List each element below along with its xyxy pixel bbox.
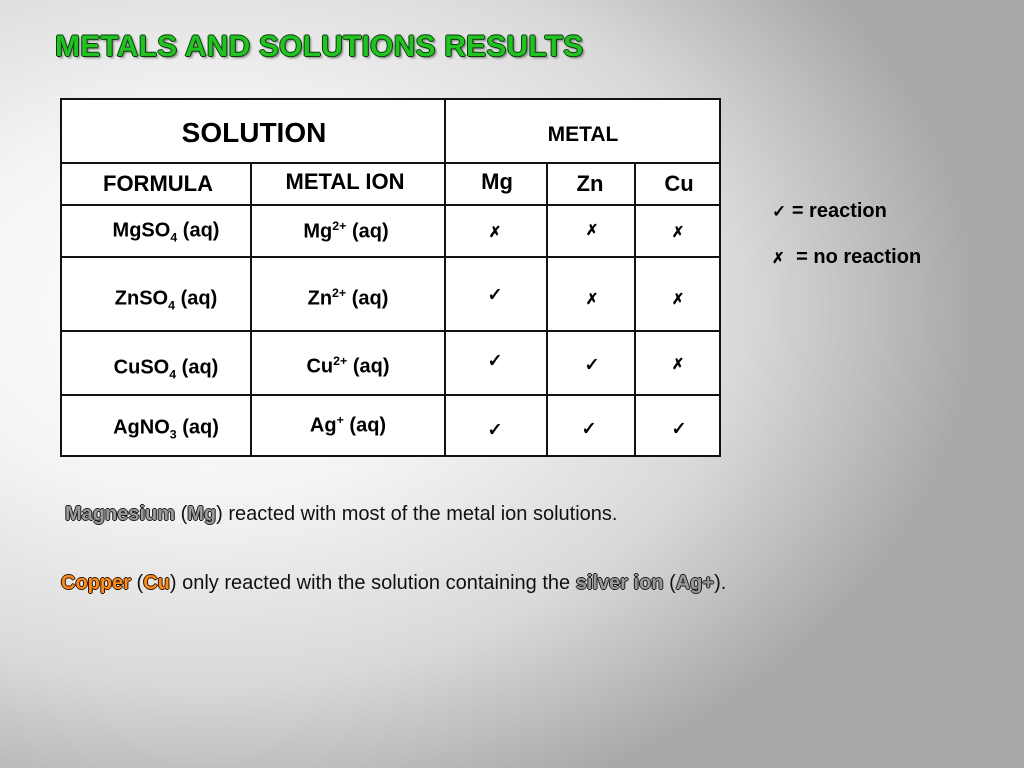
table-divider-row1 (62, 256, 719, 258)
result-agno3-zn: ✓ (581, 418, 597, 439)
caption-magnesium-rest: ) reacted with most of the metal ion solutions. (216, 503, 618, 525)
row-ion-zn: $Zn^{2+}$ (aq) (307, 285, 389, 310)
caption-silver-symbol: Ag+ (675, 572, 715, 594)
caption-copper-word: Copper (61, 572, 131, 594)
check-icon: ✓ (772, 202, 787, 221)
legend-no-reaction (772, 246, 921, 269)
row-ion-cu: $Cu^{2+}$ (aq) (306, 353, 390, 378)
caption-copper-paren2: ( (663, 572, 676, 594)
result-agno3-cu: ✓ (671, 418, 687, 439)
result-cuso4-zn: ✓ (584, 354, 600, 375)
table-divider-zn-cu (634, 162, 636, 455)
legend-no-reaction-label: = no reaction (796, 246, 922, 268)
result-mgso4-cu: ✗ (671, 224, 685, 241)
row-formula-agno3: AgNO$_3$ (aq) (113, 416, 219, 442)
header-formula: FORMULA (103, 171, 213, 196)
header-metal-mg: Mg (481, 169, 513, 194)
result-znso4-zn: ✗ (585, 291, 599, 308)
table-divider-mg-zn (546, 162, 548, 455)
table-divider-formula-ion (250, 162, 252, 455)
row-ion-mg: $Mg^{2+}$ (aq) (303, 218, 389, 243)
caption-silver-ion: silver ion (575, 572, 664, 594)
result-cuso4-mg: ✓ (487, 350, 503, 371)
caption-copper-symbol: Cu (143, 572, 170, 594)
result-znso4-mg: ✓ (487, 284, 503, 305)
table-divider-header (62, 162, 719, 164)
caption-copper (61, 572, 726, 595)
table-divider-row3 (62, 394, 719, 396)
header-metal-ion: METAL ION (285, 169, 405, 194)
row-ion-ag: Ag+ (aq) (309, 412, 387, 437)
row-formula-znso4: ZnSO$_4$ (aq) (114, 287, 218, 313)
header-metal-zn: Zn (576, 171, 604, 196)
row-formula-cuso4: CuSO$_4$ (aq) (113, 356, 219, 382)
caption-copper-paren: ( (131, 572, 144, 594)
header-solution: SOLUTION (181, 117, 327, 148)
result-mgso4-mg: ✗ (488, 224, 502, 241)
legend-reaction-label: = reaction (791, 200, 887, 222)
table-divider-solution-metal (444, 100, 446, 455)
result-znso4-cu: ✗ (671, 291, 685, 308)
caption-magnesium-word: Magnesium (65, 503, 176, 525)
slide-title: METALS AND SOLUTIONS RESULTS (55, 30, 584, 63)
caption-magnesium (65, 503, 617, 526)
caption-copper-end: ). (714, 572, 727, 594)
result-mgso4-zn: ✗ (585, 222, 599, 239)
caption-magnesium-paren: ( (175, 503, 188, 525)
result-cuso4-cu: ✗ (671, 356, 685, 373)
legend-reaction (772, 200, 887, 223)
results-table (60, 98, 721, 457)
result-agno3-mg: ✓ (487, 419, 503, 440)
caption-magnesium-symbol: Mg (187, 503, 217, 525)
header-metal: METAL (547, 123, 619, 146)
caption-copper-mid: ) only reacted with the solution containing the (169, 572, 576, 594)
header-metal-cu: Cu (664, 171, 694, 196)
table-divider-subheader (62, 204, 719, 206)
cross-icon: ✗ (772, 250, 785, 267)
table-divider-row2 (62, 330, 719, 332)
row-formula-mgso4: MgSO$_4$ (aq) (112, 219, 220, 245)
